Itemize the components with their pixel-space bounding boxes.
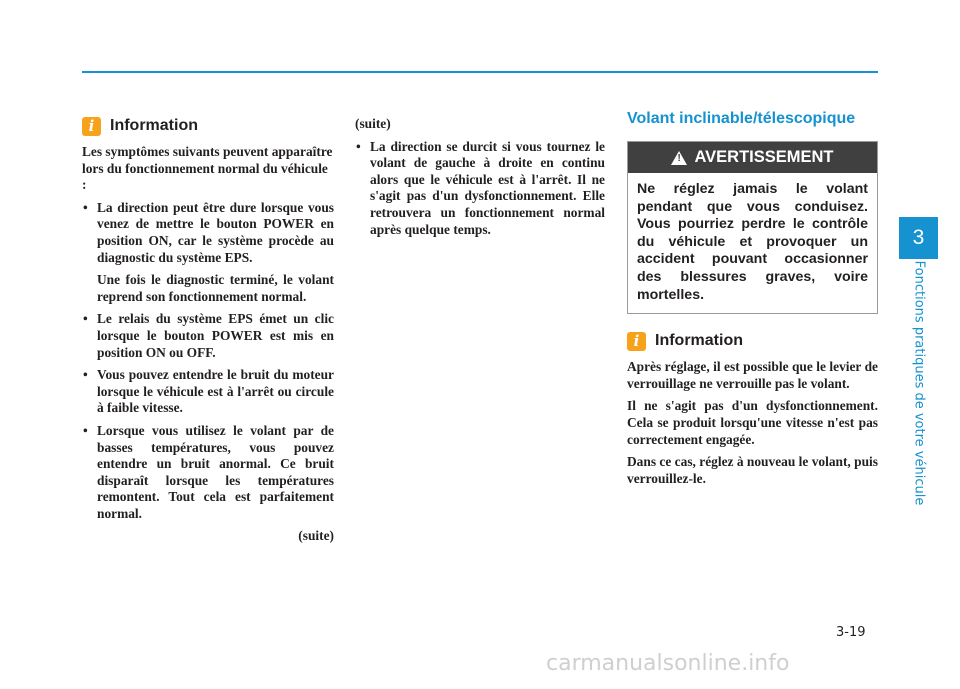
warning-title: AVERTISSEMENT [694, 148, 834, 166]
warning-header [628, 142, 877, 173]
info-title: Information [110, 117, 198, 134]
info-bullet: • Le relais du système EPS émet un clic lorsque le bouton POWER est mis en position ON ou OFF. [82, 311, 334, 361]
info-icon: i [82, 117, 101, 136]
info-paragraph: Après réglage, il est possible que le levier de verrouillage ne verrouille pas le volant. [627, 359, 878, 391]
column-middle [355, 116, 605, 244]
column-right [627, 110, 878, 493]
info-icon: i [627, 332, 646, 351]
info-paragraph: Dans ce cas, réglez à nouveau le volant, puis verrouillez-le. [627, 454, 878, 486]
warning-triangle-icon [671, 151, 687, 165]
chapter-title: Fonctions pratiques de votre véhicule [911, 260, 927, 506]
column-left [82, 116, 334, 551]
continued-label: (suite) [298, 528, 334, 544]
continued-label: (suite) [355, 116, 391, 131]
info-heading [627, 331, 878, 351]
info-bullet-continued: Une fois le diagnostic terminé, le volant reprend son fonctionnement normal. [97, 272, 334, 304]
page-number: 3-19 [836, 625, 866, 640]
info-title: Information [655, 332, 743, 350]
info-bullet: • Vous pouvez entendre le bruit du moteur lorsque le véhicule est à l'arrêt ou circule à faible vitesse. [82, 367, 334, 417]
watermark: carmanualsonline.info [546, 651, 790, 676]
info-bullet: • Lorsque vous utilisez le volant par de basses températures, vous pouvez entendre un bruit anormal. Ce bruit disparaît lorsque les températures remontent. Tout cela est parfaitement normal. [82, 423, 334, 523]
info-heading [82, 116, 334, 136]
top-rule [82, 71, 878, 73]
info-bullet: • La direction se durcit si vous tournez le volant de gauche à droite en continu alors que le véhicule est à l'arrêt. Il ne s'agit pas d'un dysfonctionnement. Elle retrouvera un fonctionnement normal après quelque temps. [355, 139, 605, 239]
info-paragraph: Il ne s'agit pas d'un dysfonctionnement. Cela se produit lorsqu'une vitesse n'est pas correctement engagée. [627, 398, 878, 447]
section-title: Volant inclinable/télescopique [627, 110, 856, 127]
warning-text: Ne réglez jamais le volant pendant que vous conduisez. Vous pourriez perdre le contrôle du véhicule et provoquer un accident pouvant occasionner des blessures graves, voire mortelles. [637, 181, 868, 303]
info-bullet: • La direction peut être dure lorsque vous venez de mettre le bouton POWER en position ON, car le système procède au diagnostic du système EPS. [82, 200, 334, 266]
info-intro: Les symptômes suivants peuvent apparaître lors du fonctionnement normal du véhicule : [82, 144, 333, 193]
warning-box [627, 141, 878, 314]
chapter-tab: 3 [899, 217, 938, 259]
